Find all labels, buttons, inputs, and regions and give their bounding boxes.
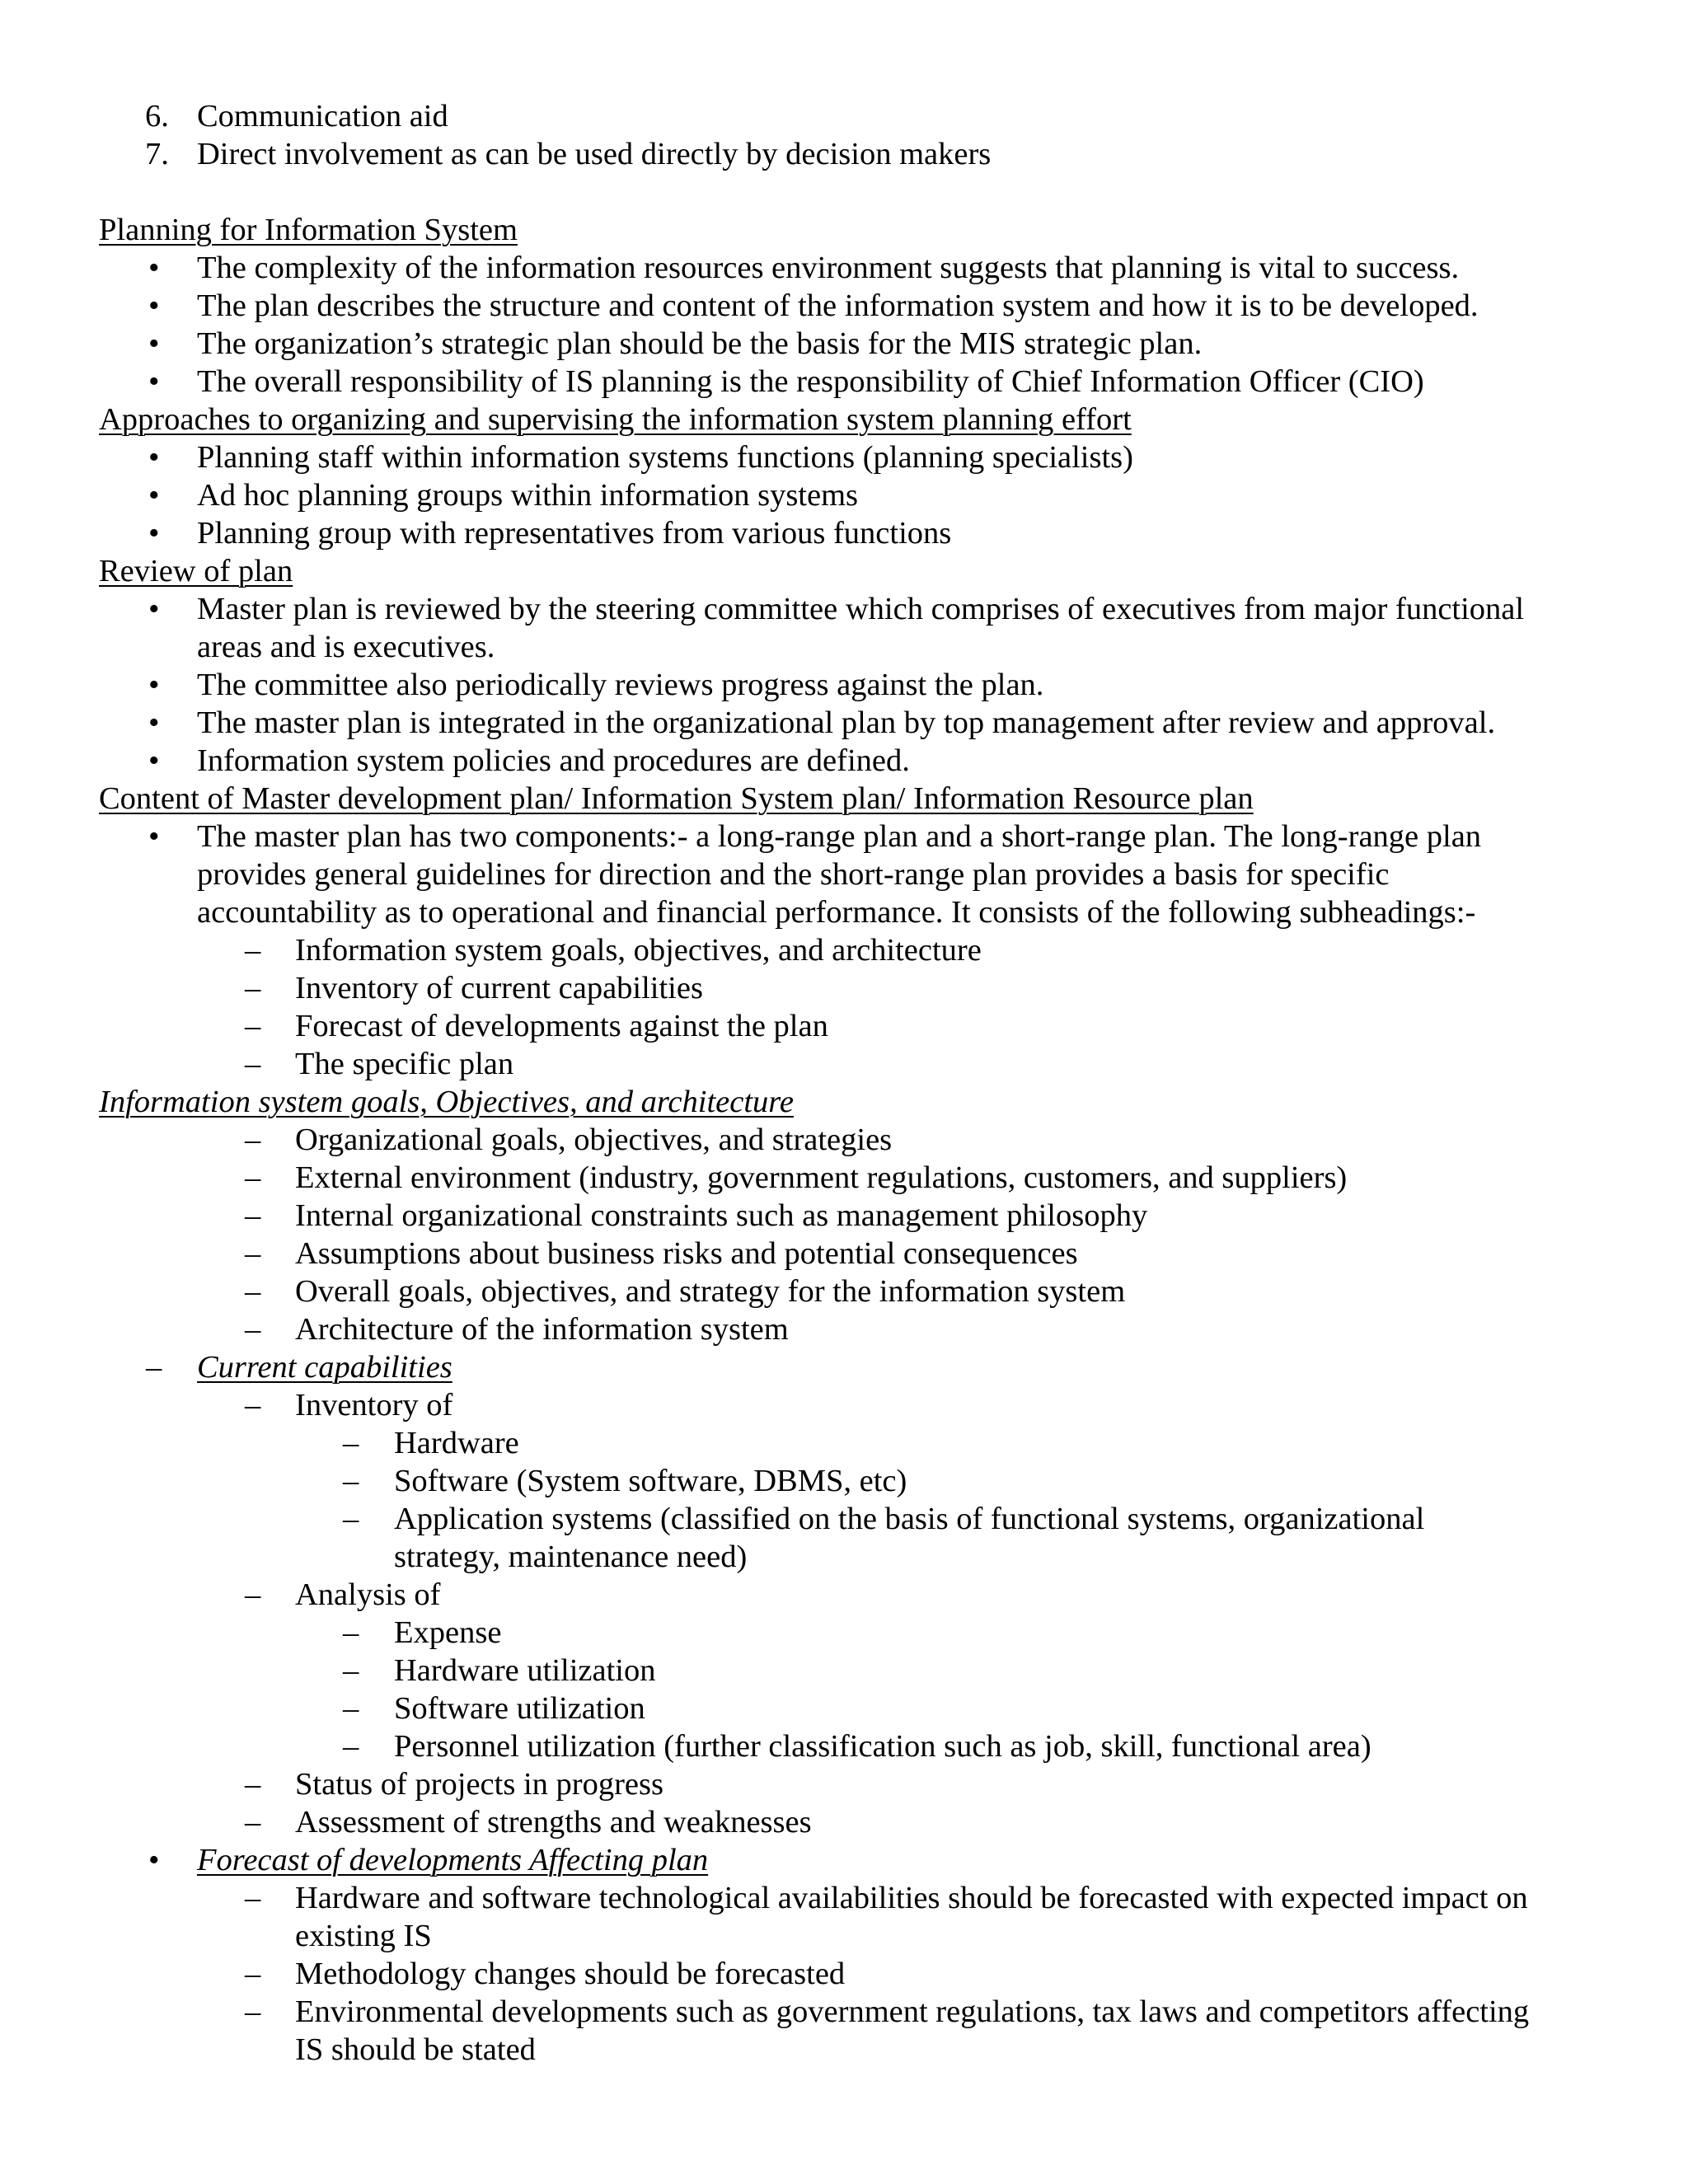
dash-marker: –: [245, 971, 261, 1005]
list-item: Direct involvement as can be used directly by decision makers: [197, 137, 992, 171]
list-item: Overall goals, objectives, and strategy for the information system: [295, 1274, 1126, 1309]
dash-marker: –: [245, 1957, 261, 1991]
list-item: Ad hoc planning groups within information systems: [197, 478, 859, 513]
list-item: Application systems (classified on the basis of functional systems, organizational: [394, 1502, 1425, 1536]
list-item-continuation: existing IS: [295, 1919, 432, 1953]
dash-marker: –: [343, 1729, 359, 1764]
section-heading-content: Content of Master development plan/ Information System plan/ Information Resource plan: [99, 781, 1254, 816]
list-item: The plan describes the structure and content of the information system and how it is to be developed.: [197, 288, 1479, 323]
section-heading-approaches: Approaches to organizing and supervising the information system planning effort: [99, 402, 1132, 437]
dash-marker: –: [245, 1236, 261, 1271]
list-item: Hardware and software technological availabilities should be forecasted with expected impact on: [295, 1881, 1528, 1915]
subheading-current-capabilities: Current capabilities: [197, 1350, 452, 1385]
section-heading-planning: Planning for Information System: [99, 213, 518, 247]
list-item: Assessment of strengths and weaknesses: [295, 1805, 812, 1840]
list-item: Software (System software, DBMS, etc): [394, 1464, 907, 1498]
dash-marker: –: [146, 1350, 162, 1385]
dash-marker: –: [245, 933, 261, 968]
dash-marker: –: [245, 1881, 261, 1915]
list-item: Analysis of: [295, 1577, 441, 1612]
bullet-marker: •: [148, 592, 160, 626]
list-item: The organization’s strategic plan should be the basis for the MIS strategic plan.: [197, 326, 1203, 361]
paragraph-line: The master plan has two components:- a long-range plan and a short-range plan. The long-range plan: [197, 819, 1482, 854]
paragraph-line: provides general guidelines for direction and the short-range plan provides a basis for specific: [197, 857, 1390, 892]
list-item: Internal organizational constraints such as management philosophy: [295, 1198, 1148, 1233]
list-item: Planning staff within information systems functions (planning specialists): [197, 440, 1133, 475]
list-item: Software utilization: [394, 1691, 645, 1726]
dash-marker: –: [245, 1160, 261, 1195]
dash-marker: –: [245, 1767, 261, 1802]
subheading-forecast: Forecast of developments Affecting plan: [197, 1843, 709, 1877]
list-item-continuation: IS should be stated: [295, 2032, 536, 2067]
bullet-marker: •: [148, 1843, 160, 1877]
dash-marker: –: [343, 1615, 359, 1650]
list-item: Planning group with representatives from various functions: [197, 516, 952, 551]
list-item: Methodology changes should be forecasted: [295, 1957, 846, 1991]
bullet-marker: •: [148, 516, 160, 551]
dash-marker: –: [245, 1047, 261, 1081]
bullet-marker: •: [148, 364, 160, 399]
section-heading-goals: Information system goals, Objectives, and architecture: [99, 1085, 794, 1119]
list-item-continuation: areas and is executives.: [197, 630, 495, 664]
paragraph-line: accountability as to operational and financial performance. It consists of the following subheadings:-: [197, 895, 1476, 930]
bullet-marker: •: [148, 440, 160, 475]
dash-marker: –: [343, 1426, 359, 1460]
list-item: Architecture of the information system: [295, 1312, 789, 1347]
bullet-marker: •: [148, 288, 160, 323]
bullet-marker: •: [148, 743, 160, 778]
dash-marker: –: [245, 1577, 261, 1612]
dash-marker: –: [245, 1198, 261, 1233]
list-item: Inventory of current capabilities: [295, 971, 703, 1005]
list-item: Information system goals, objectives, and architecture: [295, 933, 982, 968]
list-item-continuation: strategy, maintenance need): [394, 1540, 748, 1574]
list-item: The complexity of the information resources environment suggests that planning is vital to success.: [197, 251, 1460, 285]
list-item: Organizational goals, objectives, and strategies: [295, 1122, 893, 1157]
dash-marker: –: [343, 1653, 359, 1688]
dash-marker: –: [245, 1388, 261, 1422]
dash-marker: –: [343, 1691, 359, 1726]
list-item: Hardware: [394, 1426, 519, 1460]
list-item: External environment (industry, government regulations, customers, and suppliers): [295, 1160, 1348, 1195]
list-item: Personnel utilization (further classification such as job, skill, functional area): [394, 1729, 1372, 1764]
bullet-marker: •: [148, 819, 160, 854]
bullet-marker: •: [148, 668, 160, 702]
dash-marker: –: [245, 1122, 261, 1157]
list-item: The master plan is integrated in the organizational plan by top management after review and approval.: [197, 705, 1496, 740]
list-item: Master plan is reviewed by the steering committee which comprises of executives from major functional: [197, 592, 1525, 626]
dash-marker: –: [245, 1009, 261, 1043]
list-number: 7.: [145, 137, 169, 171]
list-item: Status of projects in progress: [295, 1767, 663, 1802]
list-item: Expense: [394, 1615, 502, 1650]
dash-marker: –: [343, 1464, 359, 1498]
list-item: Inventory of: [295, 1388, 453, 1422]
list-item: Information system policies and procedures are defined.: [197, 743, 910, 778]
bullet-marker: •: [148, 478, 160, 513]
bullet-marker: •: [148, 326, 160, 361]
section-heading-review: Review of plan: [99, 554, 293, 588]
bullet-marker: •: [148, 705, 160, 740]
dash-marker: –: [245, 1312, 261, 1347]
dash-marker: –: [245, 1274, 261, 1309]
list-item: The specific plan: [295, 1047, 514, 1081]
list-item: Communication aid: [197, 99, 448, 134]
dash-marker: –: [245, 1994, 261, 2029]
dash-marker: –: [245, 1805, 261, 1840]
bullet-marker: •: [148, 251, 160, 285]
list-item: Forecast of developments against the plan: [295, 1009, 828, 1043]
list-item: Environmental developments such as government regulations, tax laws and competitors affecting: [295, 1994, 1530, 2029]
list-item: The overall responsibility of IS planning is the responsibility of Chief Information Officer (CIO): [197, 364, 1424, 399]
dash-marker: –: [343, 1502, 359, 1536]
list-item: Hardware utilization: [394, 1653, 656, 1688]
list-number: 6.: [145, 99, 169, 134]
list-item: Assumptions about business risks and potential consequences: [295, 1236, 1078, 1271]
list-item: The committee also periodically reviews progress against the plan.: [197, 668, 1044, 702]
